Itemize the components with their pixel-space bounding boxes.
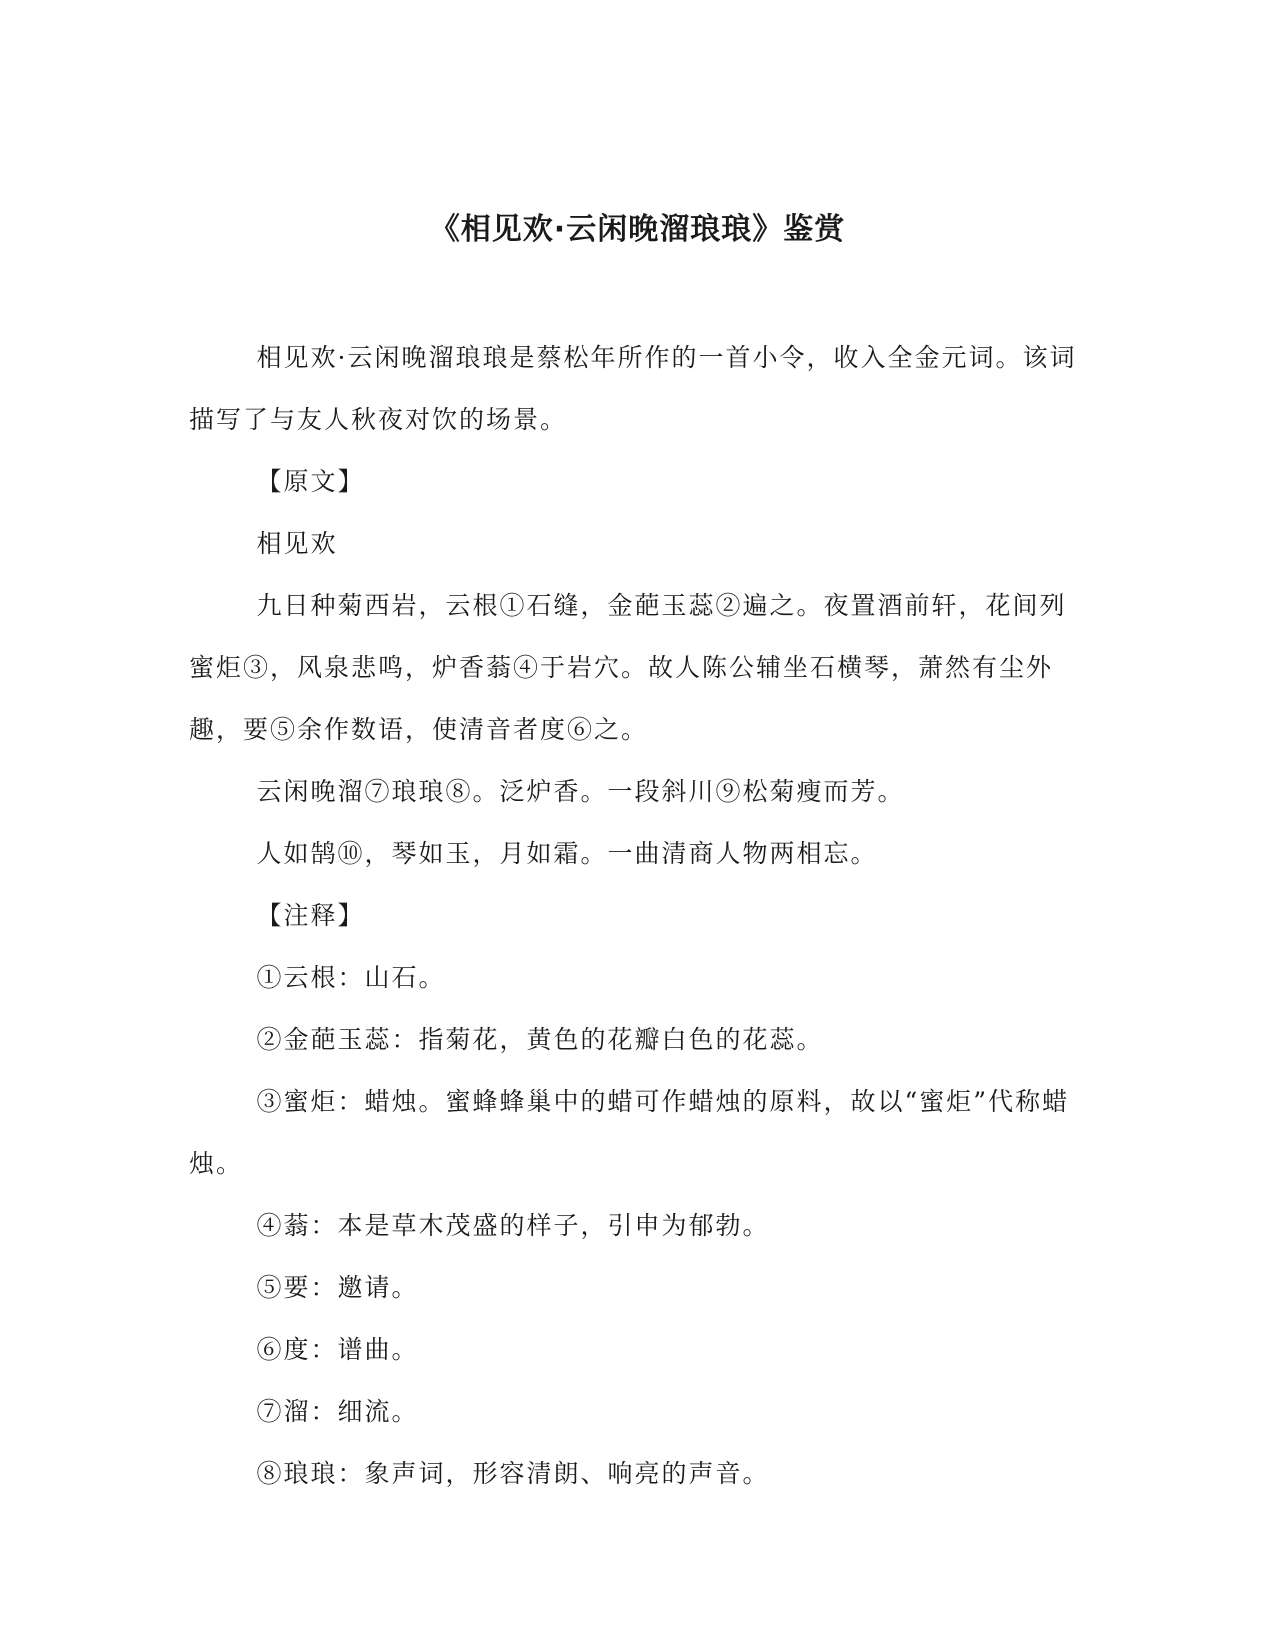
note-3: ③蜜炬：蜡烛。蜜蜂蜂巢中的蜡可作蜡烛的原料，故以“蜜炬”代称蜡烛。 <box>189 1087 1070 1178</box>
intro-paragraph: 相见欢·云闲晚溜琅琅是蔡松年所作的一首小令，收入全金元词。该词描写了与友人秋夜对饮的场景。 <box>189 343 1077 434</box>
note-1: ①云根：山石。 <box>256 963 446 992</box>
poem-line-1: 云闲晚溜⑦琅琅⑧。泛炉香。一段斜川⑨松菊瘦而芳。 <box>256 777 905 806</box>
poem-title: 相见欢 <box>256 529 338 558</box>
note-7: ⑦溜：细流。 <box>256 1397 419 1426</box>
document-title: 《相见欢·云闲晚溜琅琅》鉴赏 <box>429 212 846 247</box>
note-5: ⑤要：邀请。 <box>256 1273 419 1302</box>
note-6: ⑥度：谱曲。 <box>256 1335 419 1364</box>
note-2: ②金葩玉蕊：指菊花，黄色的花瓣白色的花蕊。 <box>256 1025 824 1054</box>
preface-paragraph: 九日种菊西岩，云根①石缝，金葩玉蕊②遍之。夜置酒前轩，花间列蜜炬③，风泉悲鸣，炉香蓊④于岩穴。故人陈公辅坐石横琴，萧然有尘外趣，要⑤余作数语，使清音者度⑥之。 <box>189 591 1067 744</box>
section-heading-original: 【原文】 <box>256 467 365 496</box>
note-4: ④蓊：本是草木茂盛的样子，引申为郁勃。 <box>256 1211 770 1240</box>
document-body <box>189 327 1086 1505</box>
poem-line-2: 人如鹄⑩，琴如玉，月如霜。一曲清商人物两相忘。 <box>256 839 878 868</box>
note-8: ⑧琅琅：象声词，形容清朗、响亮的声音。 <box>256 1459 770 1488</box>
section-heading-notes: 【注释】 <box>256 901 365 930</box>
